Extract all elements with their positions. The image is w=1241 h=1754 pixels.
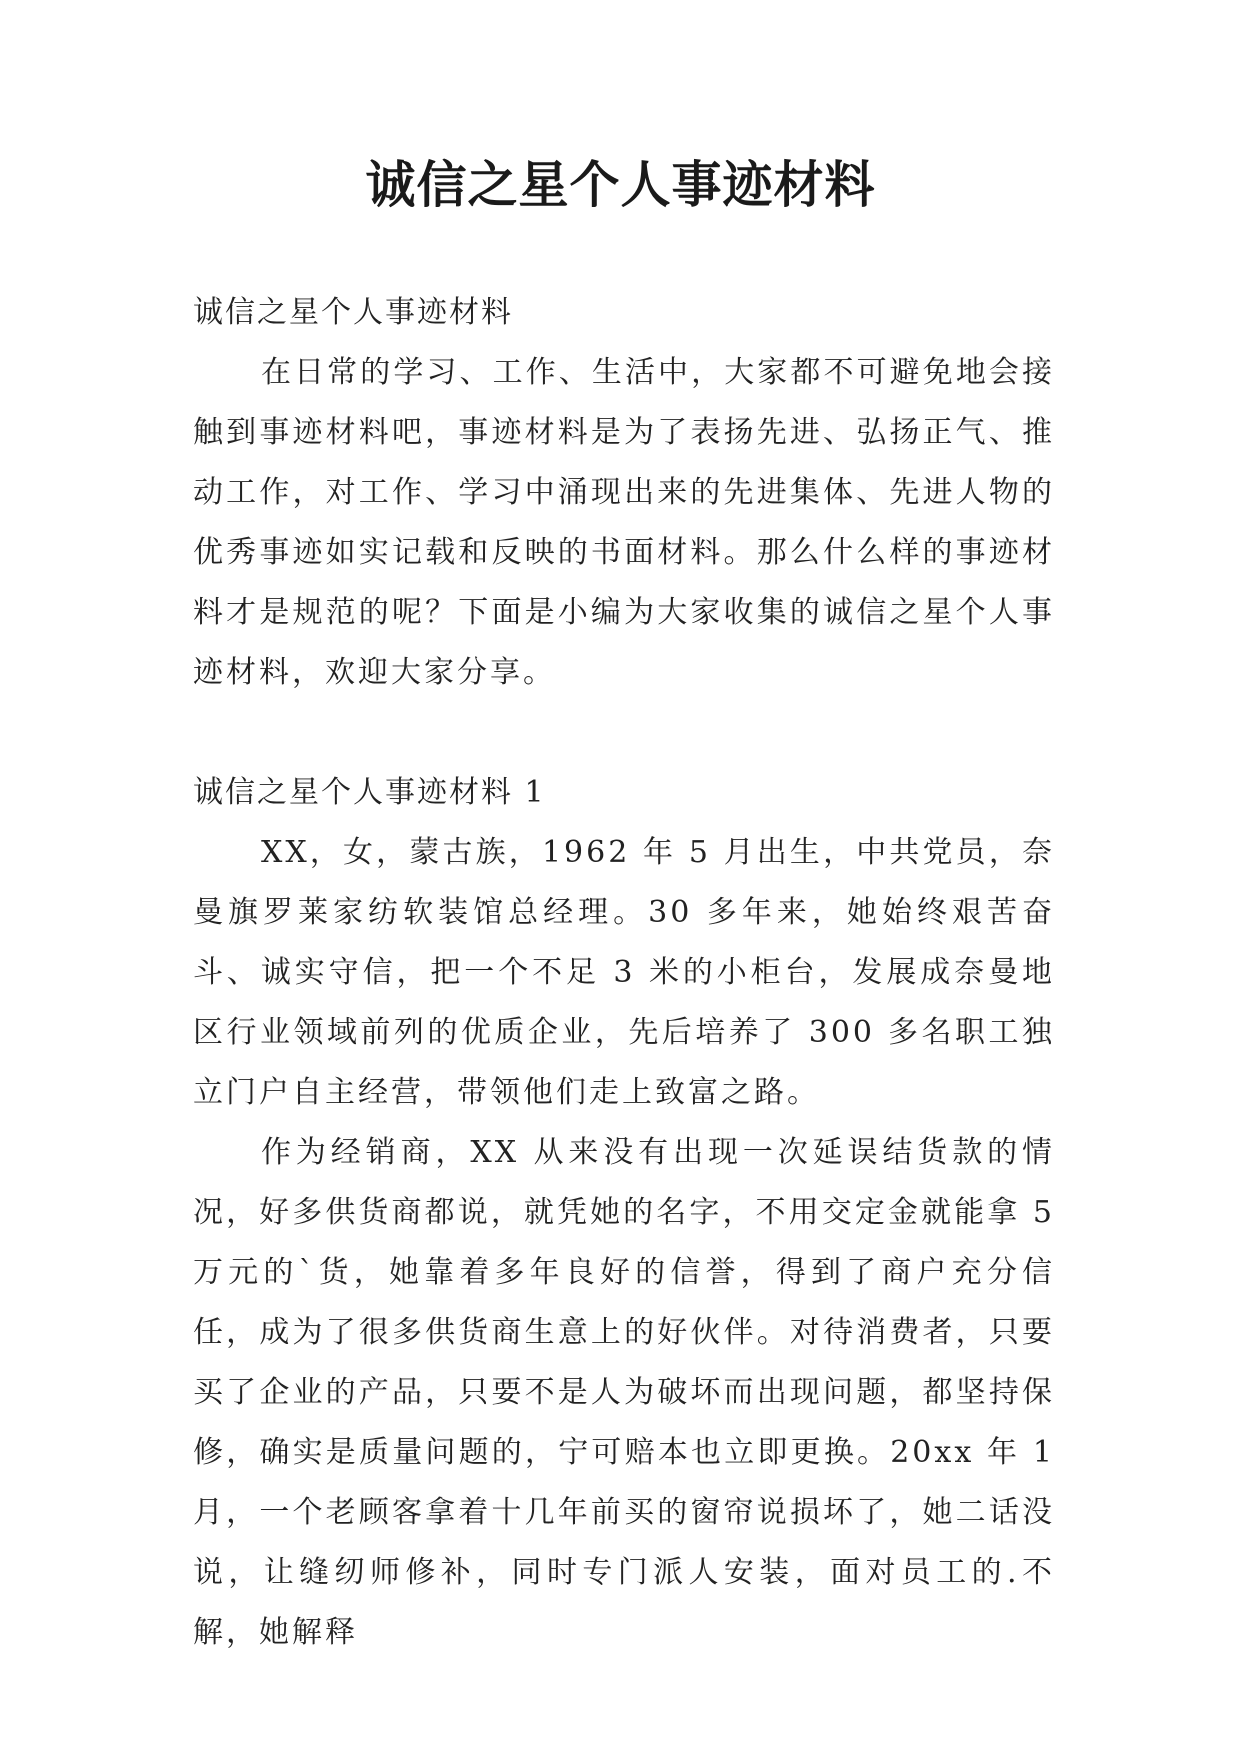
section-heading: 诚信之星个人事迹材料 1 — [193, 775, 546, 810]
paragraph: 作为经销商，XX 从来没有出现一次延误结货款的情况，好多供货商都说，就凭她的名字，不用交定金就能拿 5 万元的`货，她靠着多年良好的信誉，得到了商户充分信任，成为了很多供货商生意上的好伙伴。对待消费者，只要买了企业的产品，只要不是人为破坏而出现问题，都坚持保修，确实是质量问题的，宁可赔本也立即更换。20xx 年 1 月，一个老顾客拿着十几年前买的窗帘说损坏了，她二话没说，让缝纫师修补，同时专门派人安装，面对员工的.不解，她解释 — [193, 1135, 1055, 1650]
section-heading: 诚信之星个人事迹材料 — [193, 295, 513, 330]
section-spacer — [193, 703, 1055, 763]
document-body — [193, 283, 1055, 1663]
paragraph: 在日常的学习、工作、生活中，大家都不可避免地会接触到事迹材料吧，事迹材料是为了表扬先进、弘扬正气、推动工作，对工作、学习中涌现出来的先进集体、先进人物的优秀事迹如实记载和反映的书面材料。那么什么样的事迹材料才是规范的呢？下面是小编为大家收集的诚信之星个人事迹材料，欢迎大家分享。 — [193, 355, 1055, 690]
paragraph: XX，女，蒙古族，1962 年 5 月出生，中共党员，奈曼旗罗莱家纺软装馆总经理。30 多年来，她始终艰苦奋斗、诚实守信，把一个不足 3 米的小柜台，发展成奈曼地区行业领域前列的优质企业，先后培养了 300 多名职工独立门户自主经营，带领他们走上致富之路。 — [193, 835, 1055, 1110]
document-title: 诚信之星个人事迹材料 — [365, 155, 876, 214]
